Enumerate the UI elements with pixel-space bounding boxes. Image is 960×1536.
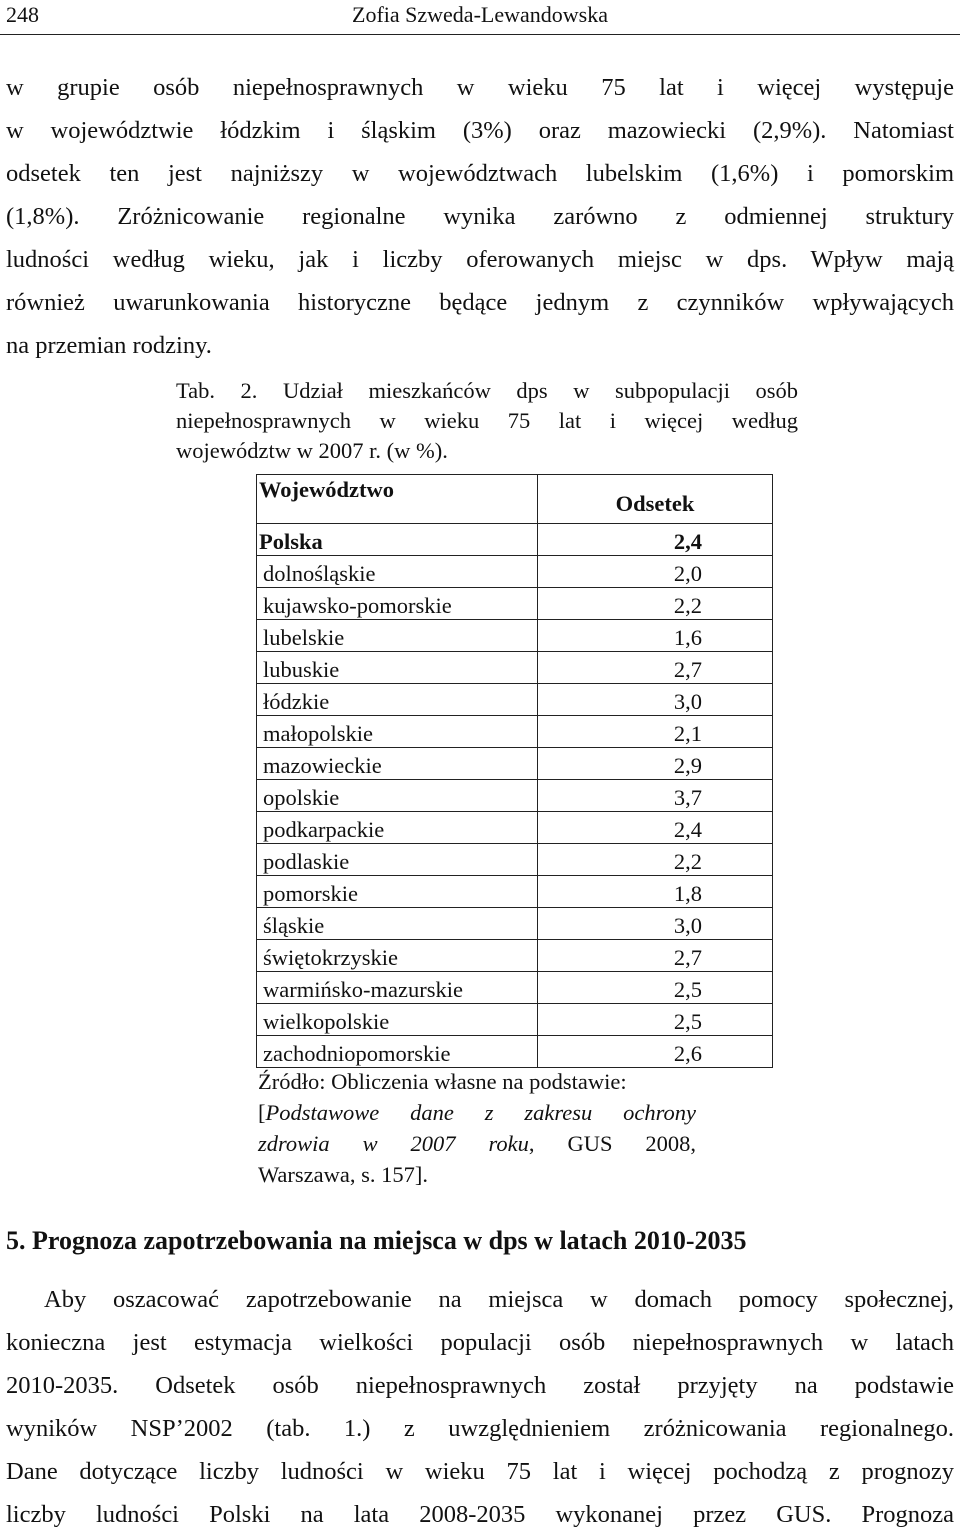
table-row [257,684,773,716]
region-value: 2,4 [538,812,773,844]
region-name: pomorskie [257,876,538,908]
text-line: w województwie łódzkim i śląskim (3%) oraz mazowiecki (2,9%). Natomiast [6,117,954,144]
page-number: 248 [6,2,39,27]
text-line: ludności według wieku, jak i liczby oferowanych miejsc w dps. Wpływ mają [6,246,954,273]
table-row [257,908,773,940]
table-row [257,876,773,908]
region-value: 2,2 [538,844,773,876]
table-row [257,844,773,876]
region-name: warmińsko-mazurskie [257,972,538,1004]
region-name: wielkopolskie [257,1004,538,1036]
text-line: liczby ludności Polski na lata 2008-2035 wykonanej przez GUS. Prognoza [6,1501,954,1528]
source-line: [Podstawowe dane z zakresu ochrony [258,1100,696,1125]
table-caption [176,376,798,466]
text-line: 2010-2035. Odsetek osób niepełnosprawnych został przyjęty na podstawie [6,1372,954,1399]
region-value: 2,0 [538,556,773,588]
section-heading: 5. Prognoza zapotrzebowania na miejsca w dps w latach 2010-2035 [6,1226,747,1255]
table-row [257,1004,773,1036]
region-name: małopolskie [257,716,538,748]
region-value: 3,0 [538,684,773,716]
source-line: zdrowia w 2007 roku, GUS 2008, [258,1131,697,1156]
table-source-note [258,1066,696,1190]
region-value: 2,5 [538,972,773,1004]
table-row [257,812,773,844]
region-name: podkarpackie [257,812,538,844]
region-value: 2,7 [538,940,773,972]
text-line: również uwarunkowania historyczne będące jednym z czynników wpływających [6,289,954,316]
column-header-value: Odsetek [538,475,773,524]
text-line: na przemian rodziny. [6,332,212,359]
text-line: Dane dotyczące liczby ludności w wieku 75 lat i więcej pochodzą z prognozy [6,1458,954,1485]
intro-paragraph [6,66,954,367]
text-line: konieczna jest estymacja wielkości populacji osób niepełnosprawnych w latach [6,1329,954,1356]
running-head-author: Zofia Szweda-Lewandowska [352,2,608,27]
region-value: 1,8 [538,876,773,908]
region-value: 1,6 [538,620,773,652]
region-value: 2,6 [538,1036,773,1068]
text-line: (1,8%). Zróżnicowanie regionalne wynika zarówno z odmiennej struktury [6,203,954,230]
region-name: lubelskie [257,620,538,652]
source-title-italic: Podstawowe dane z zakresu ochrony [265,1100,696,1125]
region-name: podlaskie [257,844,538,876]
source-line: Warszawa, s. 157]. [258,1162,429,1187]
text-line: wyników NSP’2002 (tab. 1.) z uwzględnieniem zróżnicowania regionalnego. [6,1415,954,1442]
body-paragraph [6,1278,954,1536]
table-total-row [257,524,773,556]
table-row [257,588,773,620]
region-name: opolskie [257,780,538,812]
table-row [257,1036,773,1068]
text-line: w grupie osób niepełnosprawnych w wieku 75 lat i więcej występuje [6,74,954,101]
caption-line: województw w 2007 r. (w %). [176,438,448,463]
region-value: 3,0 [538,908,773,940]
source-title-italic: zdrowia w 2007 roku [258,1131,529,1156]
column-header-region: Województwo [257,475,538,524]
region-name: mazowieckie [257,748,538,780]
table-row [257,780,773,812]
region-name: śląskie [257,908,538,940]
region-name: dolnośląskie [257,556,538,588]
table-row [257,652,773,684]
total-value: 2,4 [538,524,773,556]
table-header-row [257,475,773,524]
table-row [257,716,773,748]
region-name: zachodniopomorskie [257,1036,538,1068]
source-line: Źródło: Obliczenia własne na podstawie: [258,1069,627,1094]
region-value: 2,7 [538,652,773,684]
region-name: świętokrzyskie [257,940,538,972]
voivodeship-table [256,474,773,1068]
region-name: łódzkie [257,684,538,716]
total-region: Polska [257,524,538,556]
table-row [257,972,773,1004]
region-value: 2,1 [538,716,773,748]
table-row [257,556,773,588]
caption-line: niepełnosprawnych w wieku 75 lat i więcej według [176,408,798,433]
table-row [257,748,773,780]
page-header [0,0,960,35]
region-name: lubuskie [257,652,538,684]
region-value: 2,9 [538,748,773,780]
table-row [257,620,773,652]
region-value: 2,5 [538,1004,773,1036]
caption-line: Tab. 2. Udział mieszkańców dps w subpopulacji osób [176,378,798,403]
text-line: odsetek ten jest najniższy w województwach lubelskim (1,6%) i pomorskim [6,160,954,187]
region-value: 3,7 [538,780,773,812]
table-row [257,940,773,972]
text-line: Aby oszacować zapotrzebowanie na miejsca w domach pomocy społecznej, [44,1286,954,1313]
region-value: 2,2 [538,588,773,620]
region-name: kujawsko-pomorskie [257,588,538,620]
